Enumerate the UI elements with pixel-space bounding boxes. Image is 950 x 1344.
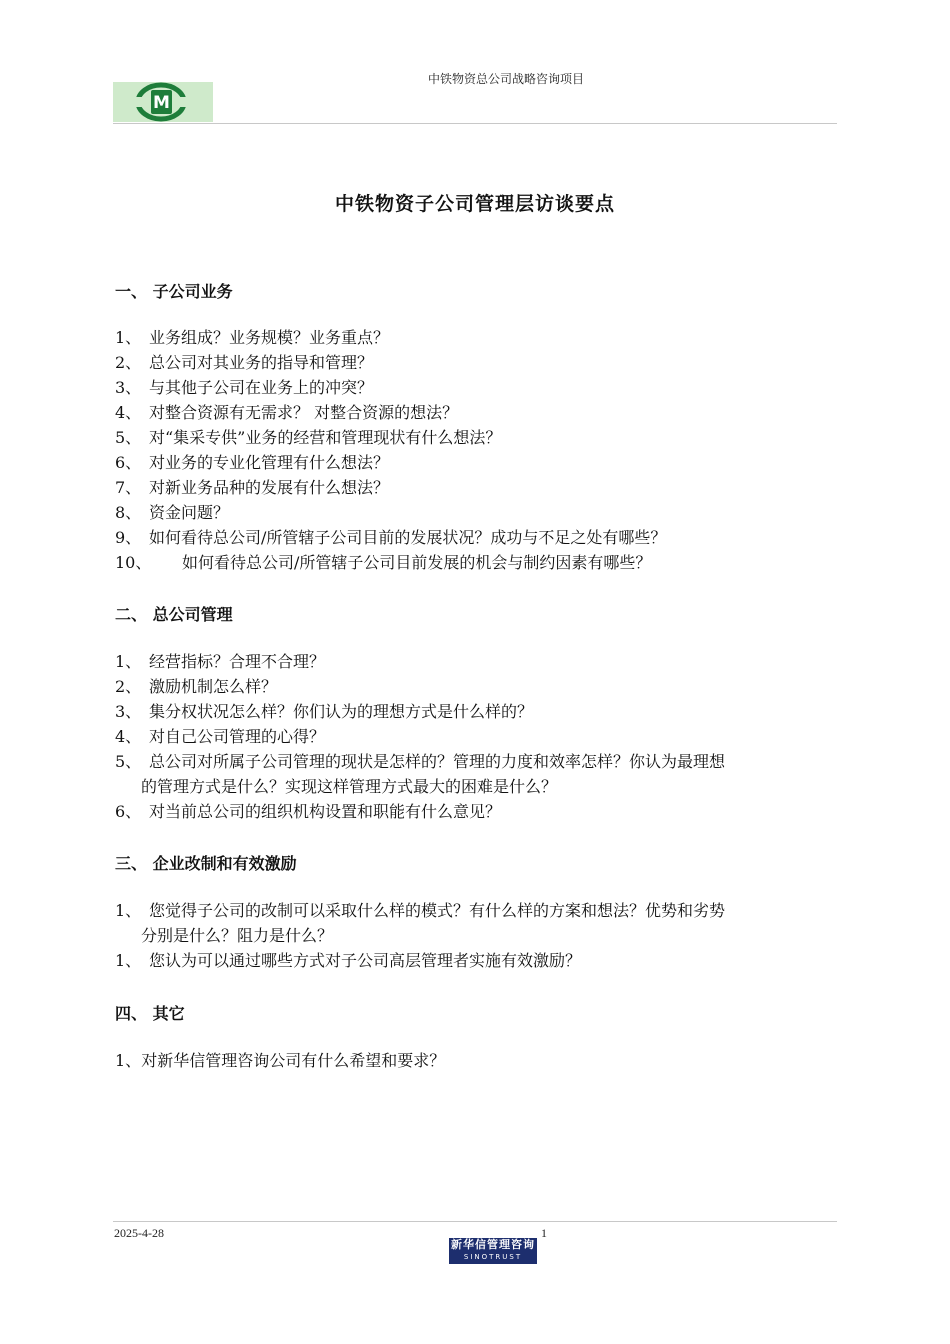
list-item (115, 649, 325, 674)
item-number: 6、 (115, 802, 142, 821)
item-number: 2、 (115, 353, 142, 372)
footer-divider (113, 1221, 837, 1222)
item-number: 5、 (115, 752, 142, 771)
list-item (115, 525, 666, 550)
list-item (115, 724, 325, 749)
list-item (115, 749, 725, 799)
item-text: 激励机制怎么样？ (149, 677, 278, 696)
item-text: 对自己公司管理的心得？ (149, 727, 326, 746)
item-text: 对新业务品种的发展有什么想法？ (149, 478, 390, 497)
item-text: 如何看待总公司/所管辖子公司目前发展的机会与制约因素有哪些？ (182, 553, 652, 572)
footer-date: 2025-4-28 (114, 1226, 164, 1240)
item-number: 1、 (115, 901, 142, 920)
item-number: 4、 (115, 403, 142, 422)
list-item (115, 400, 458, 425)
list-item (115, 450, 389, 475)
item-text: 资金问题？ (149, 503, 230, 522)
page-number: 1 (541, 1226, 547, 1240)
list-item (115, 550, 651, 575)
item-text: 如何看待总公司/所管辖子公司目前的发展状况？成功与不足之处有哪些？ (149, 528, 667, 547)
list-item (115, 898, 725, 948)
item-number: 1、 (115, 951, 142, 970)
list-item (115, 425, 501, 450)
section-heading-reform-incentives: 三、 企业改制和有效激励 (115, 854, 297, 873)
m-circle-logo-icon (113, 82, 213, 122)
list-item (115, 799, 501, 824)
sinotrust-logo-en: SINOTRUST (463, 1253, 523, 1261)
item-number: 1、 (115, 652, 142, 671)
list-item (115, 325, 389, 350)
item-text: 经营指标？合理不合理？ (149, 652, 326, 671)
section-heading-other: 四、 其它 (115, 1004, 185, 1023)
section-heading-business: 一、 子公司业务 (115, 282, 233, 301)
item-text: 与其他子公司在业务上的冲突？ (149, 378, 374, 397)
page-title: 中铁物资子公司管理层访谈要点 (334, 193, 615, 215)
sinotrust-logo-cn: 新华信管理咨询 (451, 1238, 535, 1251)
item-text: 对业务的专业化管理有什么想法？ (149, 453, 390, 472)
item-number: 2、 (115, 677, 142, 696)
item-number: 3、 (115, 702, 142, 721)
item-text: 集分权状况怎么样？你们认为的理想方式是什么样的？ (149, 702, 534, 721)
logo-letter: M (153, 93, 170, 113)
item-text: 对“集采专供”业务的经营和管理现状有什么想法？ (149, 428, 502, 447)
list-item (115, 350, 373, 375)
list-item (115, 375, 373, 400)
item-text-continued: 的管理方式是什么？实现这样管理方式最大的困难是什么？ (141, 777, 558, 796)
item-text: 对整合资源有无需求？ 对整合资源的想法？ (149, 403, 459, 422)
header-title: 中铁物资总公司战略咨询项目 (428, 72, 585, 86)
list-item (115, 475, 389, 500)
item-number: 9、 (115, 528, 142, 547)
header-divider (113, 123, 837, 124)
item-text: 总公司对所属子公司管理的现状是怎样的？管理的力度和效率怎样？你认为最理想 (149, 752, 726, 771)
item-number: 7、 (115, 478, 142, 497)
item-text-continued: 分别是什么？阻力是什么？ (141, 926, 334, 945)
sinotrust-logo (449, 1238, 537, 1264)
list-item (115, 699, 533, 724)
item-text: 业务组成？业务规模？业务重点？ (149, 328, 390, 347)
item-text: 总公司对其业务的指导和管理？ (149, 353, 374, 372)
item-text: 您认为可以通过哪些方式对子公司高层管理者实施有效激励？ (149, 951, 582, 970)
item-text: 对新华信管理咨询公司有什么希望和要求？ (141, 1051, 446, 1070)
item-number: 1、 (115, 1051, 142, 1070)
item-text: 对当前总公司的组织机构设置和职能有什么意见？ (149, 802, 502, 821)
list-item (115, 674, 277, 699)
item-text: 您觉得子公司的改制可以采取什么样的模式？有什么样的方案和想法？优势和劣势 (149, 901, 726, 920)
item-number: 3、 (115, 378, 142, 397)
item-number: 6、 (115, 453, 142, 472)
item-number: 8、 (115, 503, 142, 522)
section-heading-hq-management: 二、 总公司管理 (115, 605, 233, 624)
list-item (115, 500, 229, 525)
item-number: 4、 (115, 727, 142, 746)
item-number: 5、 (115, 428, 142, 447)
item-number: 1、 (115, 328, 142, 347)
company-logo (113, 82, 213, 122)
list-item (115, 1048, 445, 1073)
item-number: 10、 (115, 553, 152, 572)
list-item (115, 948, 581, 973)
